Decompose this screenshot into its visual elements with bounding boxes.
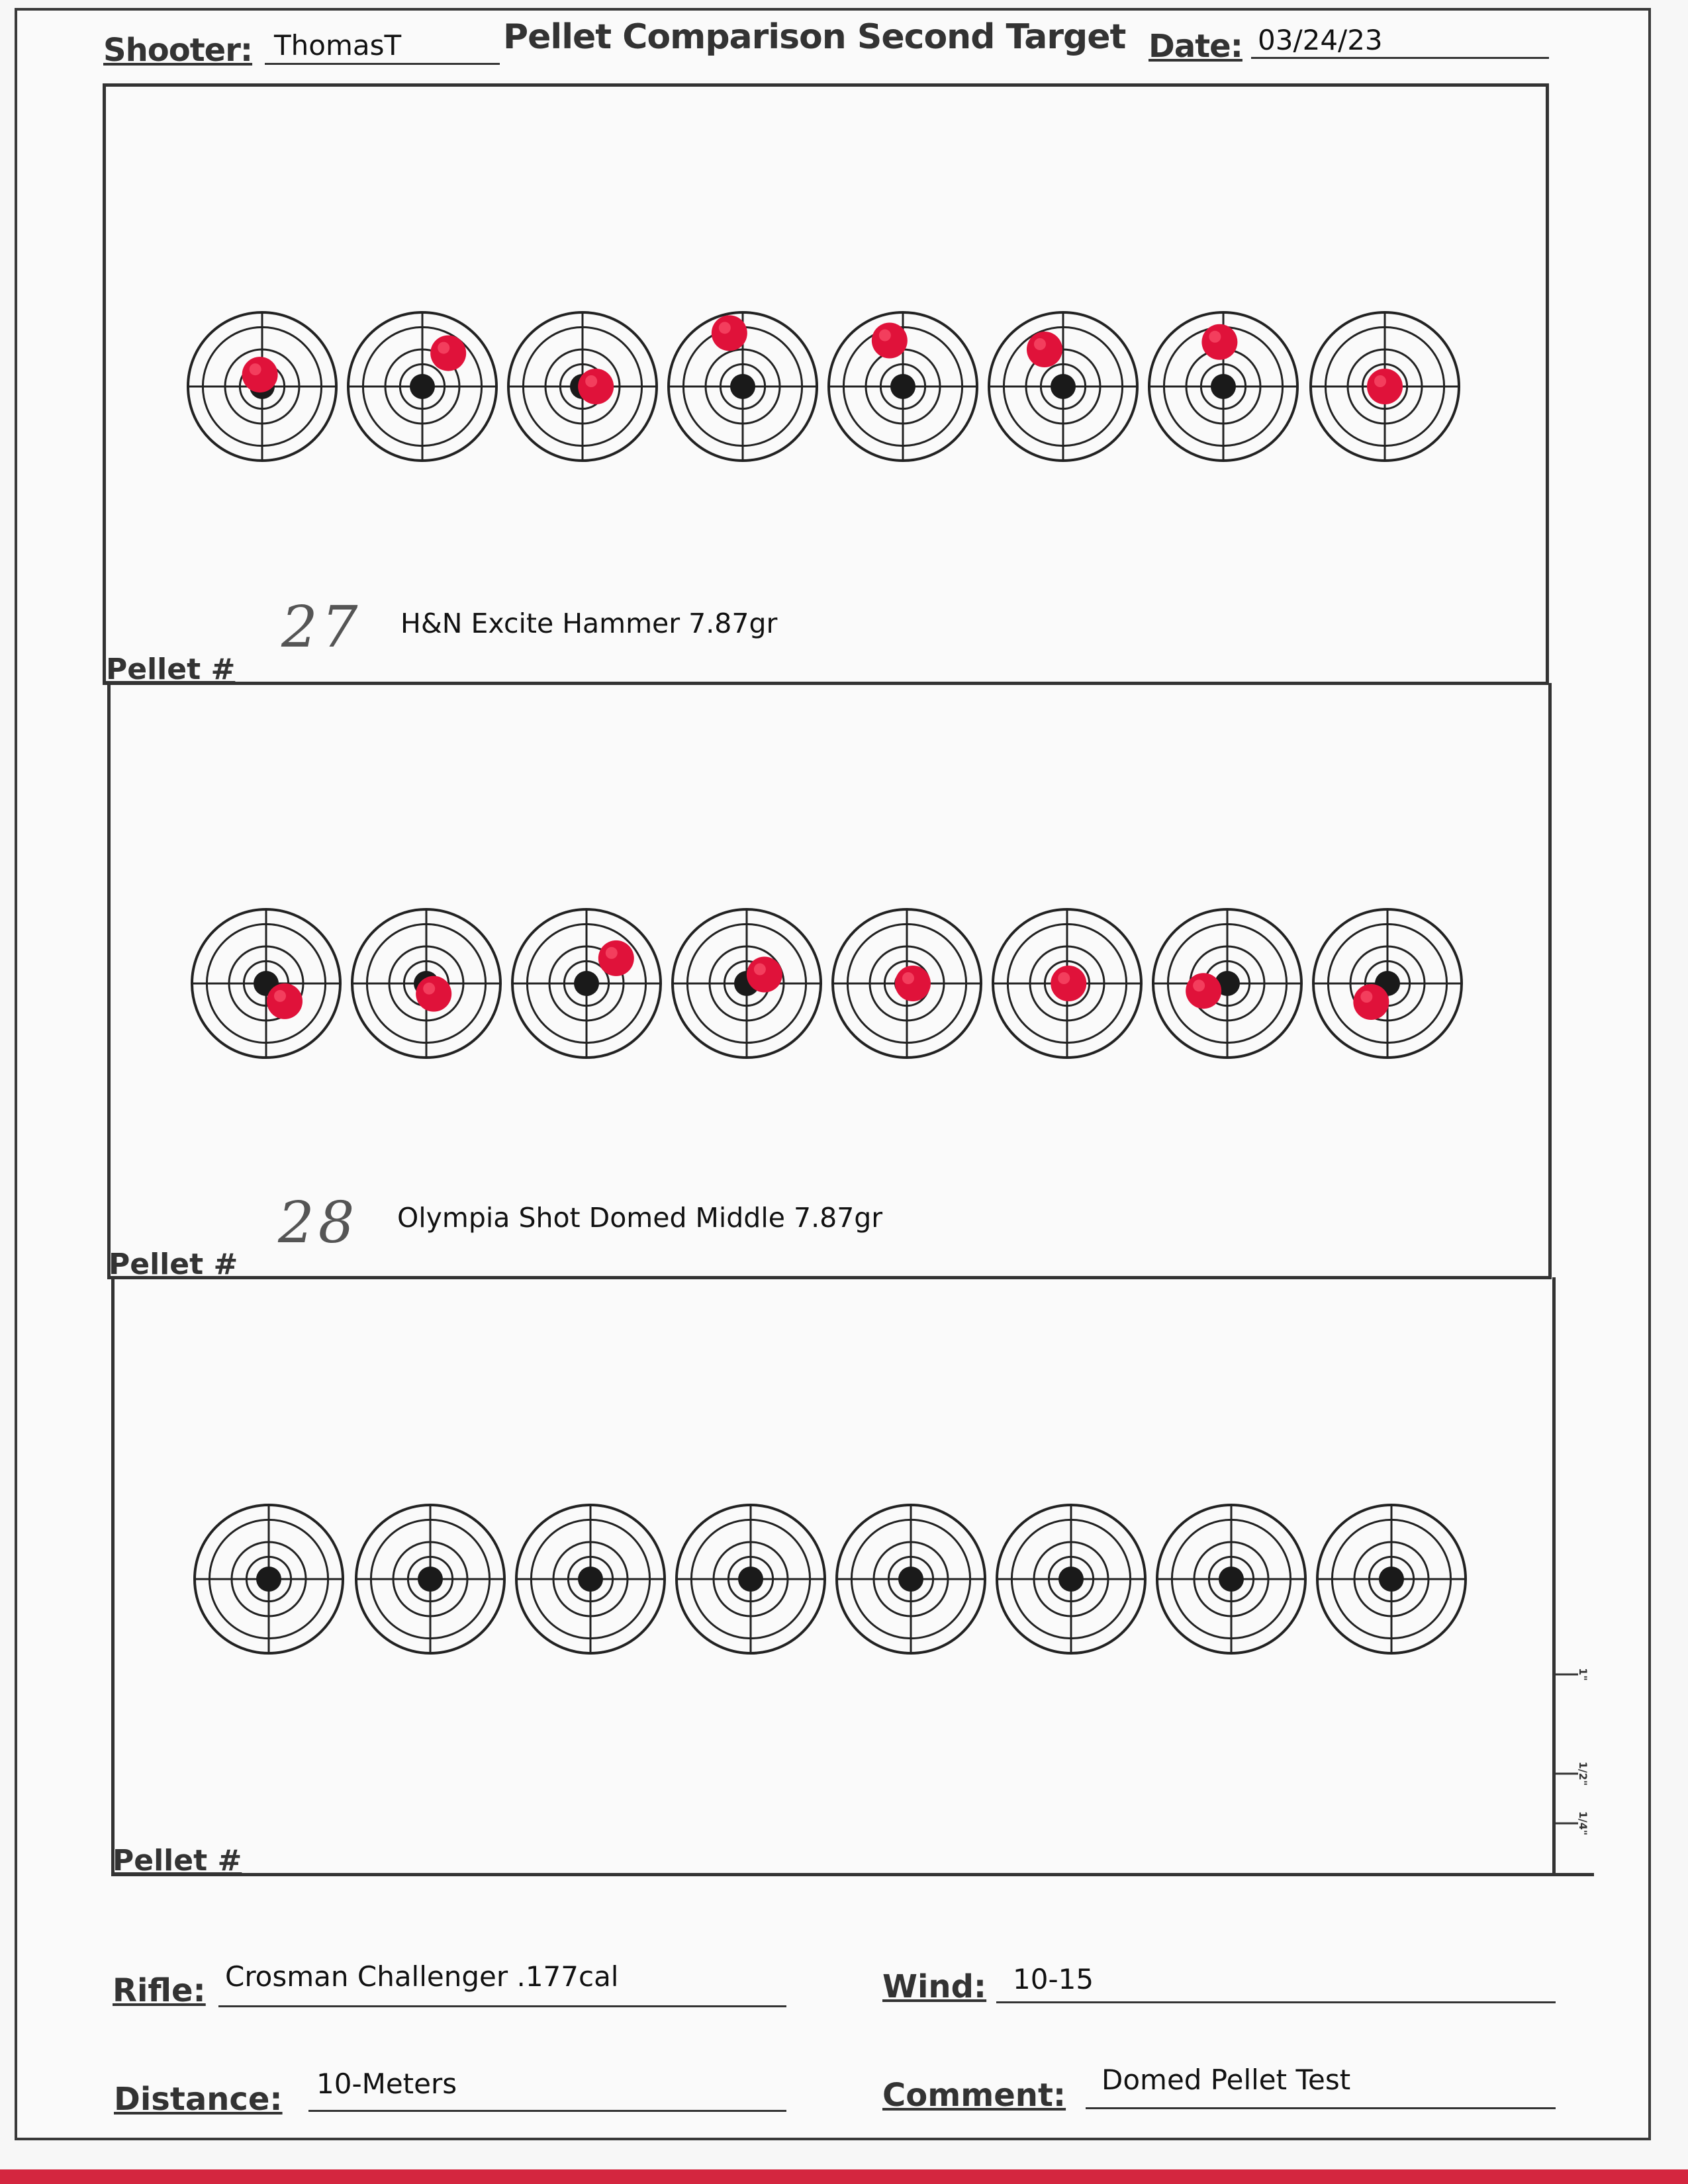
pellet-number-2: 28 bbox=[278, 1190, 359, 1256]
distance-label: Distance: bbox=[114, 2081, 283, 2118]
target-2-2 bbox=[352, 909, 500, 1058]
target-bullseye bbox=[1211, 374, 1236, 399]
wind-value: 10-15 bbox=[1013, 1963, 1094, 1995]
target-3-8 bbox=[1317, 1505, 1466, 1653]
target-2-5 bbox=[833, 909, 981, 1058]
ruler-mark-half: 1/2" bbox=[1577, 1761, 1589, 1786]
pellet-hit-highlight bbox=[1374, 375, 1386, 387]
page-title: Pellet Comparison Second Target bbox=[503, 17, 1126, 57]
target-2-6 bbox=[993, 909, 1141, 1058]
target-1-2 bbox=[348, 312, 496, 461]
target-bullseye bbox=[1051, 374, 1076, 399]
pellet-hit bbox=[598, 940, 634, 976]
pellet-hit-highlight bbox=[879, 330, 891, 341]
target-1-5 bbox=[829, 312, 977, 461]
target-1-6 bbox=[989, 312, 1137, 461]
wind-label: Wind: bbox=[882, 1968, 987, 2005]
target-1-4 bbox=[669, 312, 817, 461]
bottom-color-band bbox=[0, 2169, 1688, 2184]
pellet-hit-highlight bbox=[1209, 331, 1221, 343]
target-bullseye bbox=[418, 1567, 443, 1592]
wind-underline bbox=[996, 2001, 1556, 2003]
pellet-hit-highlight bbox=[1193, 979, 1205, 991]
pellet-hit-highlight bbox=[1360, 991, 1372, 1003]
target-row-2 bbox=[0, 904, 1688, 1063]
pellet-label-1: Pellet # bbox=[106, 653, 236, 686]
target-row-3-svg bbox=[0, 1500, 1688, 1659]
target-1-8 bbox=[1311, 312, 1459, 461]
date-label: Date: bbox=[1149, 28, 1243, 65]
date-underline bbox=[1251, 57, 1549, 59]
target-bullseye bbox=[256, 1567, 281, 1592]
target-3-5 bbox=[837, 1505, 985, 1653]
pellet-hit bbox=[430, 336, 466, 371]
rifle-underline bbox=[218, 2005, 786, 2007]
ruler-mark-quarter: 1/4" bbox=[1577, 1811, 1589, 1836]
pellet-name-2: Olympia Shot Domed Middle 7.87gr bbox=[397, 1202, 883, 1234]
scale-ruler bbox=[1549, 1641, 1589, 1880]
shooter-underline bbox=[265, 63, 500, 65]
target-row-1 bbox=[0, 307, 1688, 466]
pellet-hit bbox=[1367, 369, 1403, 404]
pellet-hit bbox=[712, 315, 747, 351]
pellet-hit bbox=[747, 957, 782, 993]
target-2-8 bbox=[1313, 909, 1462, 1058]
pellet-hit-highlight bbox=[438, 342, 449, 354]
target-bullseye bbox=[1379, 1567, 1404, 1592]
distance-underline bbox=[308, 2110, 786, 2112]
pellet-hit bbox=[416, 976, 451, 1012]
pellet-hit bbox=[1027, 332, 1062, 367]
target-3-2 bbox=[356, 1505, 504, 1653]
target-3-3 bbox=[516, 1505, 665, 1653]
panel-3-divider bbox=[111, 1873, 1594, 1876]
target-2-3 bbox=[512, 909, 661, 1058]
ruler-mark-1in: 1" bbox=[1577, 1668, 1589, 1681]
target-row-3 bbox=[0, 1500, 1688, 1659]
rifle-label: Rifle: bbox=[113, 1972, 206, 2009]
pellet-hit bbox=[242, 357, 278, 392]
pellet-hit bbox=[267, 983, 303, 1019]
target-bullseye bbox=[890, 374, 915, 399]
target-bullseye bbox=[730, 374, 755, 399]
scale-ruler-svg bbox=[1549, 1641, 1589, 1880]
target-bullseye bbox=[898, 1567, 923, 1592]
target-bullseye bbox=[578, 1567, 603, 1592]
pellet-hit-highlight bbox=[902, 972, 914, 984]
pellet-hit-highlight bbox=[754, 964, 766, 976]
pellet-hit-highlight bbox=[585, 375, 597, 387]
target-row-1-svg bbox=[0, 307, 1688, 466]
target-2-7 bbox=[1153, 909, 1301, 1058]
comment-label: Comment: bbox=[882, 2077, 1066, 2114]
pellet-label-3: Pellet # bbox=[113, 1844, 242, 1878]
pellet-hit bbox=[1051, 966, 1086, 1001]
target-bullseye bbox=[738, 1567, 763, 1592]
pellet-hit bbox=[578, 369, 614, 404]
target-3-6 bbox=[997, 1505, 1145, 1653]
target-row-2-svg bbox=[0, 904, 1688, 1063]
pellet-hit-highlight bbox=[1058, 972, 1070, 984]
pellet-number-1: 27 bbox=[281, 594, 362, 660]
target-3-4 bbox=[677, 1505, 825, 1653]
pellet-hit-highlight bbox=[250, 363, 261, 375]
pellet-hit-highlight bbox=[719, 322, 731, 334]
date-value: 03/24/23 bbox=[1258, 24, 1383, 56]
target-bullseye bbox=[410, 374, 435, 399]
pellet-hit-highlight bbox=[423, 983, 435, 995]
shooter-value: ThomasT bbox=[274, 29, 402, 62]
target-bullseye bbox=[1058, 1567, 1084, 1592]
distance-value: 10-Meters bbox=[316, 2068, 457, 2100]
pellet-name-1: H&N Excite Hammer 7.87gr bbox=[400, 608, 778, 639]
target-2-4 bbox=[673, 909, 821, 1058]
shooter-label: Shooter: bbox=[103, 32, 253, 69]
pellet-hit bbox=[895, 966, 931, 1001]
pellet-hit bbox=[872, 323, 908, 359]
pellet-hit-highlight bbox=[1034, 338, 1046, 350]
target-1-7 bbox=[1149, 312, 1297, 461]
pellet-hit bbox=[1186, 973, 1221, 1009]
target-2-1 bbox=[192, 909, 340, 1058]
target-1-3 bbox=[508, 312, 657, 461]
pellet-label-2: Pellet # bbox=[109, 1248, 238, 1281]
target-3-1 bbox=[195, 1505, 343, 1653]
target-bullseye bbox=[1219, 1567, 1244, 1592]
comment-underline bbox=[1086, 2107, 1556, 2109]
target-3-7 bbox=[1157, 1505, 1305, 1653]
target-1-1 bbox=[188, 312, 336, 461]
comment-value: Domed Pellet Test bbox=[1102, 2064, 1351, 2096]
pellet-hit bbox=[1201, 324, 1237, 360]
target-bullseye bbox=[574, 971, 599, 996]
pellet-hit-highlight bbox=[274, 990, 286, 1002]
pellet-hit bbox=[1353, 984, 1389, 1020]
pellet-hit-highlight bbox=[606, 947, 618, 959]
rifle-value: Crosman Challenger .177cal bbox=[225, 1960, 619, 1993]
